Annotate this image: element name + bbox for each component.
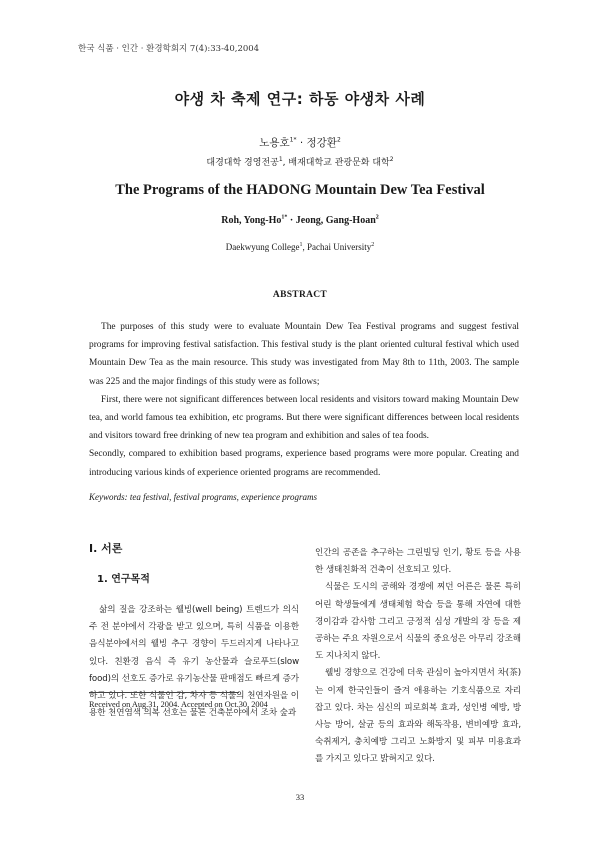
affiliation-text: Daekwyung College	[225, 242, 300, 252]
affiliation-marker: 2	[371, 242, 375, 248]
abstract-paragraph: Secondly, compared to exhibition based programs, experience based programs were more popular. Creating and introducing various kinds of experience oriented programs are recommended.	[89, 449, 519, 478]
affiliation-marker: 1	[299, 242, 303, 248]
author-name: · Jeong, Gang-Hoan	[287, 215, 376, 226]
affiliation-text: 대경대학 경영전공	[206, 158, 279, 168]
affiliation-text: , 배재대학교 관광문화 대학	[282, 158, 390, 168]
keywords: Keywords: tea festival, festival programs, experience programs	[89, 492, 317, 502]
affiliation-text: , Pachai University	[302, 242, 372, 252]
page-number: 33	[295, 792, 305, 802]
subsection-heading: 1. 연구목적	[97, 574, 150, 585]
left-column	[89, 540, 299, 722]
abstract-body	[89, 318, 519, 482]
authors-english	[0, 215, 600, 226]
footnote-divider	[89, 692, 239, 693]
author-name: Roh, Yong-Ho	[221, 215, 282, 226]
footnote: Received on Aug.31, 2004. Accepted on Oct.30, 2004	[89, 700, 268, 709]
author-marker: 1*	[281, 214, 288, 221]
body-paragraph: 삶의 질을 강조하는 웰빙(well being) 트렌드가 의식주 전 분야에서 각광을 받고 있으며, 특히 식품을 이용한 음식분야에서의 웰빙 추구 경향이 두드러지게 나타나고 있다. 친환경 음식 즉 유기 농산물과 슬로푸드(slow food)의 선호도 증가로 유기농산물 판매점도 빠르게 증가 하고 있다. 또한 식물인 감, 차자 등 식물의 천연자원을 이용한 천연염색 의복 선호는 물론 건축분야에서 조차 숲과	[89, 605, 299, 719]
author-name: 노용호	[259, 137, 290, 149]
abstract-paragraph: The purposes of this study were to evaluate Mountain Dew Tea Festival programs and suggest festival programs for improving festival satisfaction. This festival study is the plant oriented cultural festival which used Mountain Dew Tea as the main resource. This study was investigated from May 8th to 11th, 2003. The sample was 225 and the major findings of this study were as follows;	[89, 322, 519, 387]
section-heading: I. 서론	[89, 542, 123, 555]
title-korean: 야생 차 축제 연구: 하동 야생차 사례	[174, 90, 426, 108]
abstract-heading: ABSTRACT	[272, 290, 328, 300]
abstract-paragraph: First, there were not significant differences between local residents and visitors toward making Mountain Dew tea, and world famous tea exhibition, etc programs. But there were significant differences between local residents and visitors toward free drinking of new tea program and exhibition and sales of tea foods.	[89, 394, 519, 442]
affiliation-english	[0, 242, 600, 252]
affiliation-korean	[0, 155, 600, 168]
affiliation-marker: 2	[389, 156, 394, 163]
body-paragraph: 웰빙 경향으로 건강에 더욱 관심이 높아지면서 차(茶)는 이제 한국인들이 즐겨 애용하는 기호식품으로 자리 잡고 있다. 차는 심신의 피로회복 효과, 성인병 예방, 방사능 방어, 살균 등의 효과와 해독작용, 변비예방 효과, 숙취제거, 충치예방 그리고 노화방지 및 피부 미용효과를 가지고 있다고 밝혀지고 있다.	[315, 668, 521, 765]
author-marker: 2	[336, 136, 341, 144]
affiliation-marker: 1	[278, 156, 283, 163]
authors-korean	[0, 135, 600, 150]
body-paragraph: 인간의 공존을 추구하는 그린빌딩 인기, 황토 등을 사용한 생태친화적 건축이 선호되고 있다.	[315, 548, 521, 576]
author-marker: 2	[375, 214, 379, 221]
title-english: The Programs of the HADONG Mountain Dew Tea Festival	[115, 182, 485, 198]
author-marker: 1*	[289, 136, 297, 144]
author-name: · 정강환	[296, 137, 337, 149]
journal-header: 한국 식품 · 인간 · 환경학회지 7(4):33-40,2004	[78, 44, 260, 54]
right-column	[315, 545, 521, 769]
body-paragraph: 식물은 도시의 공해와 경쟁에 찌던 어른은 물론 특히 어린 학생들에게 생태체험 학습 등을 통해 자연에 대한 경이감과 감사함 그리고 긍정적 심성 개발의 장 등을 제공하는 주요 자원으로서 식물의 중요성은 아무리 강조해도 지나치지 않다.	[315, 582, 521, 662]
